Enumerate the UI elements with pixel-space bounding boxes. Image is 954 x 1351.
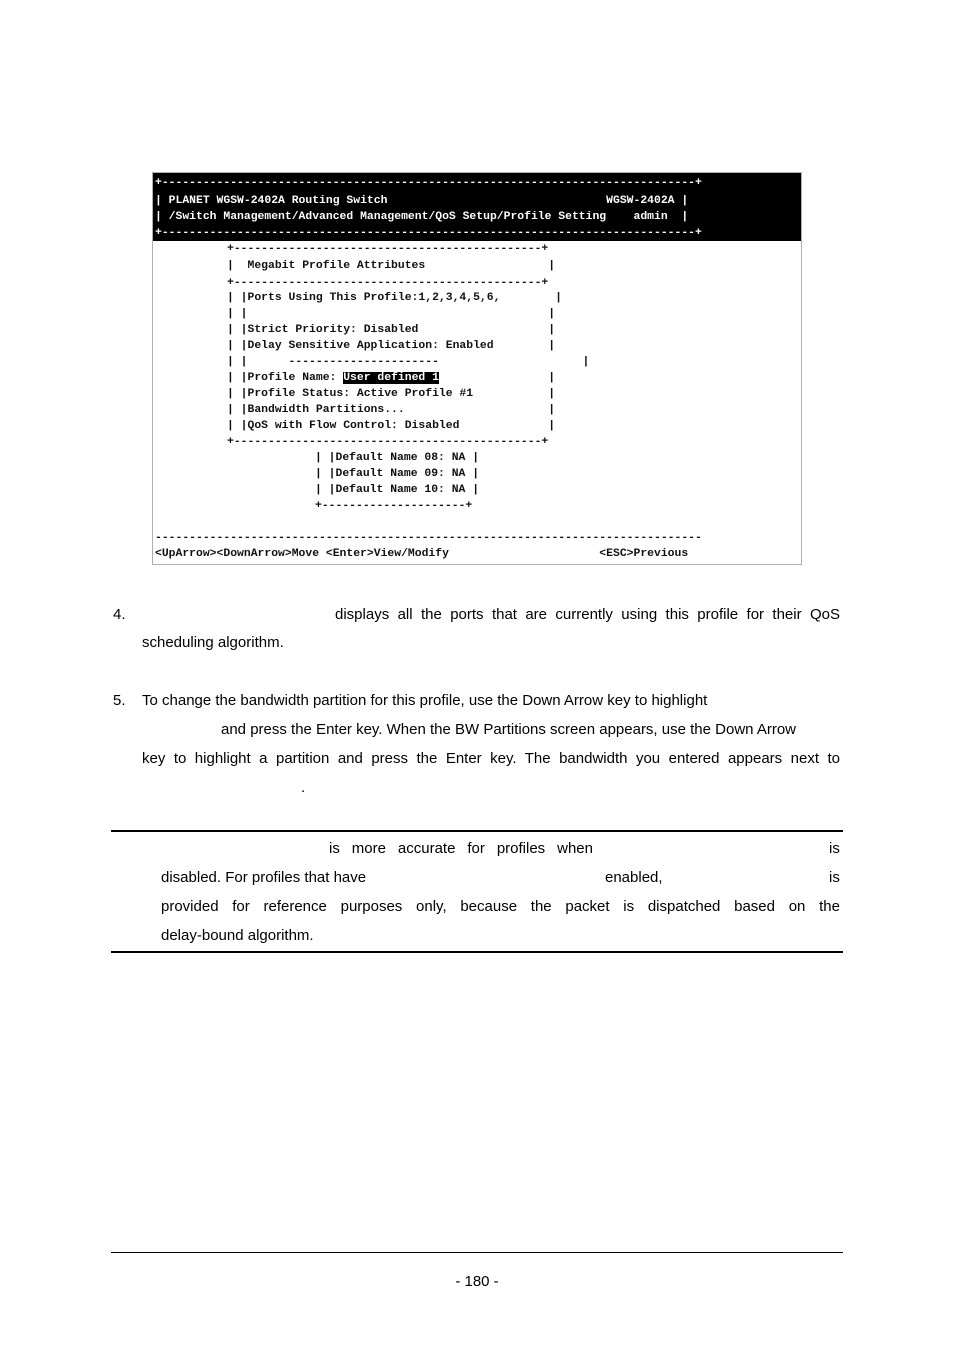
item-5-line-1: To change the bandwidth partition for this profile, use the Down Arrow key to highlight [142,692,708,709]
header-path: | /Switch Management/Advanced Management/QoS Setup/Profile Setting admin | [155,211,689,223]
header-title: | PLANET WGSW-2402A Routing Switch WGSW-2402A | [155,195,689,207]
note-rule-top [111,830,843,832]
default-name-10[interactable]: | |Default Name 10: NA | [315,484,480,496]
menu-qos-flow-control[interactable]: | |QoS with Flow Control: Disabled | [227,420,556,432]
item-5-line-4: . [301,779,306,796]
box-title: | Megabit Profile Attributes | [227,260,556,272]
box-top: +---------------------------------------------+ [227,243,549,255]
note-line-2-b: enabled, [605,869,663,886]
item-4-line-2: scheduling algorithm. [142,634,284,651]
default-name-08[interactable]: | |Default Name 08: NA | [315,452,480,464]
profile-name-suffix: | [438,372,556,384]
menu-strict-priority[interactable]: | |Strict Priority: Disabled | [227,324,556,336]
header-rule-top: +------------------------------------------------------------------------------+ [155,177,702,189]
profile-name-label: | |Profile Name: [227,372,344,384]
note-line-4: delay-bound algorithm. [161,927,314,944]
item-4-line-1: displays all the ports that are currently using this profile for their QoS [335,606,840,623]
item-5-number: 5. [113,692,126,709]
note-rule-bottom [111,951,843,953]
note-line-2-a: disabled. For profiles that have [161,869,367,886]
note-line-2-c: is [829,869,840,886]
terminal-screenshot [152,172,802,565]
default-name-09[interactable]: | |Default Name 09: NA | [315,468,480,480]
menu-dash-line: | | ---------------------- | [227,356,590,368]
box-separator: +---------------------------------------------+ [227,277,549,289]
note-line-1-b: is [829,840,840,857]
page-number: - 180 - [455,1273,499,1290]
note-line-3: provided for reference purposes only, because the packet is dispatched based on the [161,898,840,915]
item-4-number: 4. [113,606,126,623]
note-line-1-a: is more accurate for profiles when [329,840,593,857]
menu-profile-status[interactable]: | |Profile Status: Active Profile #1 | [227,388,556,400]
header-rule-bottom: +------------------------------------------------------------------------------+ [155,227,702,239]
item-5-line-2: and press the Enter key. When the BW Partitions screen appears, use the Down Arrow [221,721,797,738]
sub-box-bottom: +---------------------+ [315,500,473,512]
item-5-line-3: key to highlight a partition and press the Enter key. The bandwidth you entered appears next to [142,750,840,767]
menu-ports-using[interactable]: | |Ports Using This Profile:1,2,3,4,5,6, | [227,292,562,304]
profile-name-value[interactable]: User defined 1 [343,372,439,384]
menu-delay-sensitive[interactable]: | |Delay Sensitive Application: Enabled | [227,340,556,352]
menu-profile-name[interactable] [227,370,555,386]
menu-bandwidth-partitions[interactable]: | |Bandwidth Partitions... | [227,404,556,416]
footer-keys: <UpArrow><DownArrow>Move <Enter>View/Modify <ESC>Previous [155,548,689,560]
footer-rule-line [111,1252,843,1253]
terminal-header [153,173,801,241]
box-bottom: +---------------------------------------------+ [227,436,549,448]
footer-rule: -------------------------------------------------------------------------------- [155,532,702,544]
menu-blank: | | | [227,308,556,320]
